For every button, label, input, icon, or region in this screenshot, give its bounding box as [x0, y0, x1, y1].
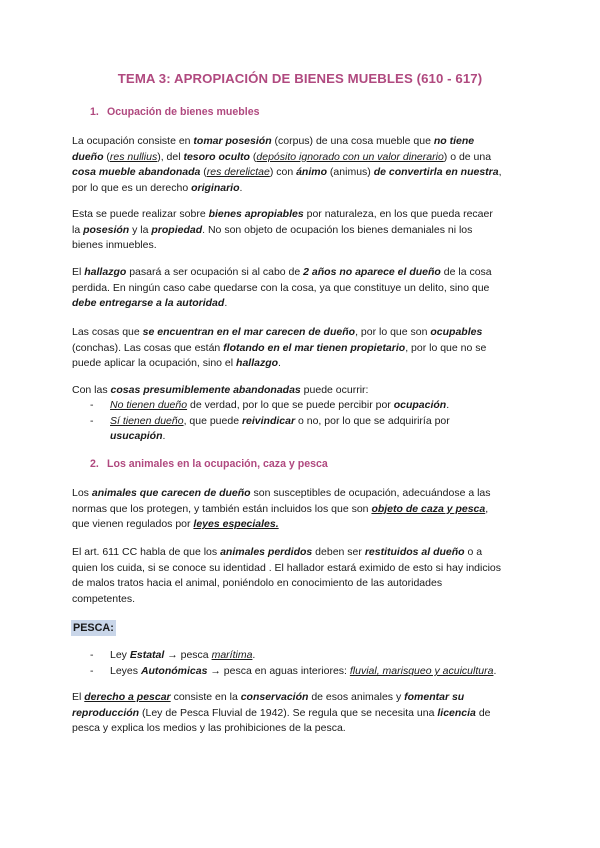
- list-dash: -: [90, 415, 94, 427]
- text: (: [103, 150, 110, 163]
- emphasis: conservación: [240, 691, 309, 703]
- paragraph-mar: [72, 325, 532, 372]
- emphasis: animales que carecen de dueño: [91, 487, 251, 499]
- page-title: TEMA 3: APROPIACIÓN DE BIENES MUEBLES (610 - 617): [117, 71, 483, 86]
- emphasis: hallazgo: [236, 357, 279, 370]
- text: quien los cuida, si se conoce su identidad . El hallador estará eximido de esto si hay indicios: [72, 561, 501, 574]
- text: Ley: [110, 649, 130, 661]
- text: Los: [72, 487, 92, 499]
- text: , por lo que son: [355, 326, 431, 338]
- text: .: [446, 399, 450, 411]
- text: la: [72, 223, 84, 236]
- emphasis: dueño: [72, 150, 104, 163]
- text: El art. 611 CC habla de que los: [72, 546, 221, 558]
- paragraph-art-611: [72, 545, 532, 607]
- text: de esos animales y: [308, 691, 405, 703]
- underlined-term: depósito ignorado con un valor dinerario: [256, 150, 444, 163]
- text: , que puede: [183, 415, 242, 427]
- text: o no, por lo que se adquiriría por: [295, 415, 450, 427]
- text: (conchas). Las cosas que están: [72, 341, 224, 354]
- text: .: [162, 430, 166, 442]
- text: (: [200, 166, 207, 179]
- paragraph-bienes: [72, 207, 532, 254]
- text: son susceptibles de ocupación, adecuándose a las: [250, 487, 491, 499]
- text: . No son objeto de ocupación los bienes demaniales ni los: [202, 223, 473, 236]
- text: puede aplicar la ocupación, sino el: [72, 357, 237, 370]
- emphasis: debe entregarse a la autoridad: [72, 297, 225, 310]
- text: ) o de una: [443, 150, 492, 163]
- text: Con las: [72, 384, 111, 396]
- text: ,: [498, 166, 502, 179]
- text: o a: [464, 546, 483, 558]
- underlined-term: fluvial, marisqueo y acuicultura: [349, 665, 494, 677]
- text: pesca y explica los medios y las prohibiciones de la pesca.: [72, 722, 346, 735]
- paragraph-hallazgo: [72, 265, 532, 312]
- text: ), del: [157, 150, 184, 163]
- underlined-term: res derelictae: [206, 166, 270, 179]
- text: consiste en la: [170, 691, 241, 703]
- text: de: [475, 706, 491, 719]
- list-dash: -: [90, 399, 94, 411]
- text: bienes inmuebles.: [72, 239, 157, 252]
- emphasis: ánimo: [296, 166, 328, 179]
- list-dash: -: [90, 649, 94, 661]
- emphasis: Autonómicas: [140, 665, 208, 677]
- underlined-emphasis: derecho a pescar: [84, 691, 171, 703]
- text: (: [249, 150, 257, 163]
- text: puede ocurrir:: [300, 384, 369, 396]
- section-label: Ocupación de bienes muebles: [107, 106, 260, 118]
- text: de verdad, por lo que se puede percibir por: [187, 399, 394, 411]
- emphasis: hallazgo: [84, 266, 127, 278]
- text: deben ser: [312, 546, 365, 558]
- paragraph-abandonadas: [72, 383, 532, 399]
- emphasis: propiedad: [151, 223, 203, 236]
- emphasis: de convertirla en nuestra: [373, 166, 499, 179]
- text: , por lo que no se: [405, 341, 487, 354]
- text: pasará a ser ocupación si al cabo de: [126, 266, 304, 278]
- emphasis: Estatal: [129, 649, 165, 661]
- text: por naturaleza, en los que pueda recaer: [303, 208, 493, 220]
- text: .: [239, 181, 243, 194]
- underlined-term: Sí tienen dueño: [110, 415, 184, 427]
- text: .: [252, 649, 256, 661]
- paragraph-derecho-pescar: [72, 690, 532, 737]
- text: (Ley de Pesca Fluvial de 1942). Se regula que se necesita una: [139, 706, 438, 719]
- emphasis: reproducción: [72, 706, 140, 719]
- section-number: 2.: [90, 458, 99, 470]
- text: por lo que es un derecho: [72, 181, 192, 194]
- section-number: 1.: [90, 106, 99, 118]
- text: de la cosa: [440, 266, 492, 278]
- text: → pesca: [164, 649, 212, 661]
- emphasis: cosas presumiblemente abandonadas: [110, 384, 301, 396]
- emphasis: fomentar su: [404, 691, 465, 703]
- paragraph-ocupacion: [72, 134, 532, 196]
- text: .: [224, 297, 228, 310]
- emphasis: 2 años no aparece el dueño: [303, 266, 441, 278]
- text: Esta se puede realizar sobre: [72, 208, 209, 220]
- underlined-emphasis: objeto de caza y pesca: [371, 502, 486, 515]
- underlined-term: No tienen dueño: [110, 399, 188, 411]
- emphasis: posesión: [83, 223, 130, 236]
- emphasis: tesoro oculto: [183, 150, 250, 163]
- emphasis: ocupación: [393, 399, 447, 411]
- text: Las cosas que: [72, 326, 143, 338]
- text: de malos tratos hacia el animal, poniéndolo en conocimiento de las autoridades: [72, 577, 443, 590]
- text: perdida. En ningún caso cabe quedarse con la cosa, ya que constituye un delito, sino que: [72, 281, 490, 294]
- emphasis: ocupables: [430, 326, 483, 338]
- emphasis: no tiene: [433, 135, 475, 147]
- text: → pesca en aguas interiores:: [207, 665, 350, 677]
- underlined-emphasis: leyes especiales.: [193, 518, 279, 531]
- text: (animus): [327, 166, 374, 179]
- emphasis: reivindicar: [241, 415, 296, 427]
- text: y la: [129, 223, 152, 236]
- text: El: [72, 691, 85, 703]
- emphasis: restituidos al dueño: [364, 546, 465, 558]
- text: Leyes: [110, 665, 141, 677]
- underlined-term: res nullius: [109, 150, 158, 163]
- emphasis: animales perdidos: [220, 546, 313, 558]
- pesca-heading: PESCA:: [73, 622, 114, 634]
- emphasis: flotando en el mar tienen propietario: [223, 341, 406, 354]
- text: ,: [485, 502, 489, 515]
- emphasis: licencia: [437, 706, 476, 719]
- emphasis: bienes apropiables: [208, 208, 304, 220]
- emphasis: usucapión: [110, 430, 163, 442]
- text: ) con: [269, 166, 297, 179]
- text: (corpus) de una cosa mueble que: [271, 135, 434, 147]
- text: La ocupación consiste en: [72, 135, 194, 147]
- emphasis: se encuentran en el mar carecen de dueño: [142, 326, 356, 338]
- section-heading-1: [90, 106, 259, 118]
- text: que vienen regulados por: [72, 518, 194, 531]
- text: .: [278, 357, 281, 370]
- emphasis: tomar posesión: [193, 135, 272, 147]
- text: competentes.: [72, 592, 136, 605]
- text: .: [493, 665, 497, 677]
- text: normas que los protegen, y también están incluidos los que son: [72, 502, 372, 515]
- emphasis: originario: [191, 181, 240, 194]
- list-dash: -: [90, 665, 94, 677]
- paragraph-animales: [72, 486, 532, 533]
- emphasis: cosa mueble abandonada: [72, 166, 201, 179]
- text: El: [72, 266, 85, 278]
- underlined-term: marítima: [211, 649, 253, 661]
- section-label: Los animales en la ocupación, caza y pesca: [107, 458, 328, 470]
- section-heading-2: [90, 458, 328, 470]
